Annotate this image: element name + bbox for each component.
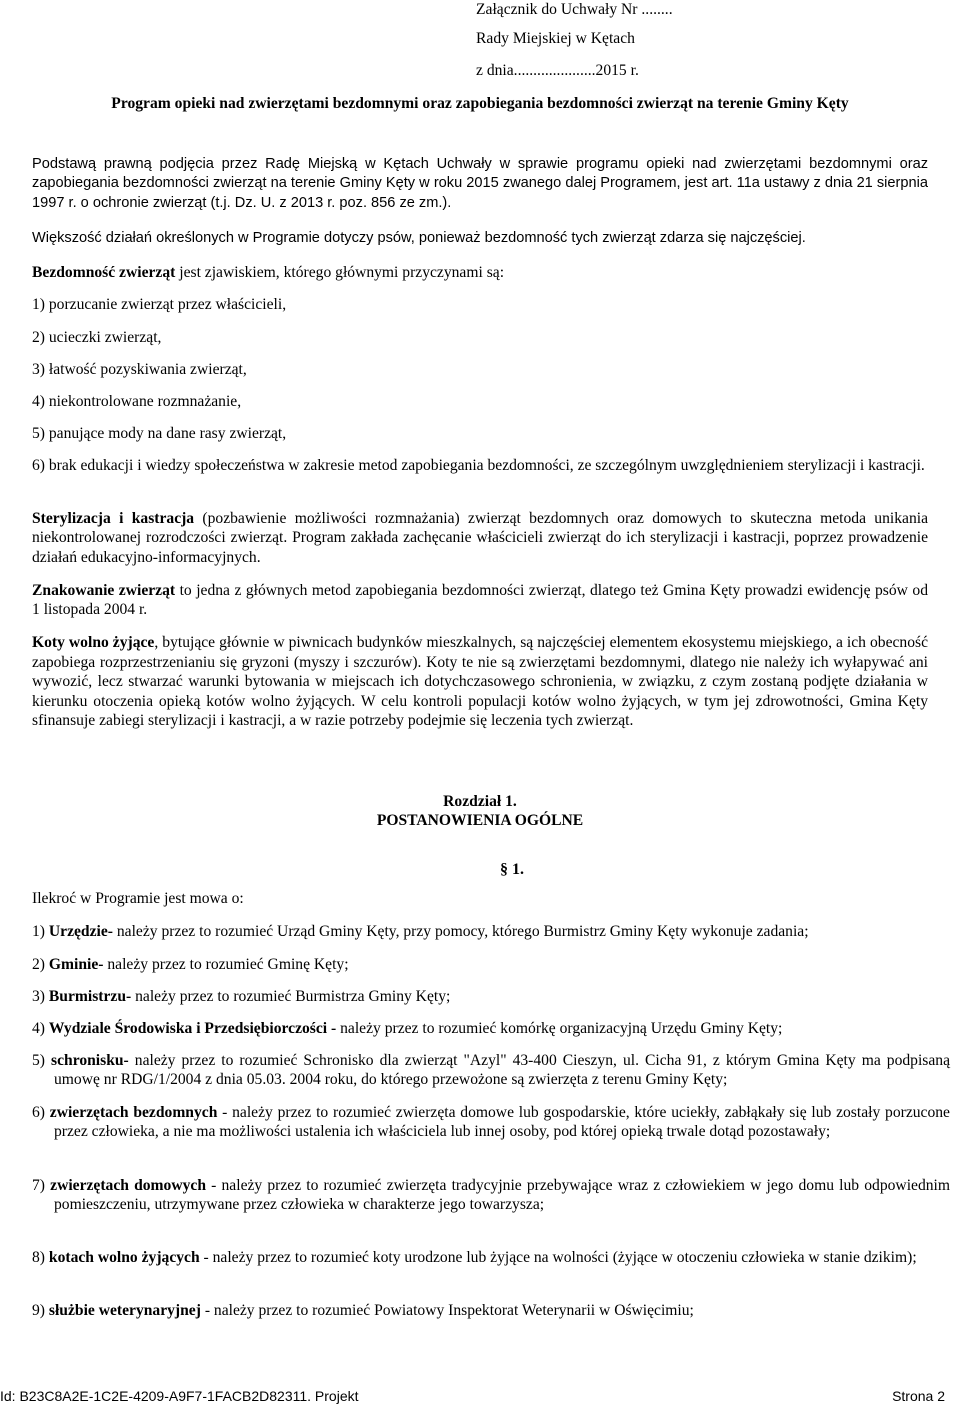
definition-term: zwierzętach bezdomnych	[49, 1104, 218, 1121]
definition-number: 5)	[32, 1052, 45, 1069]
definition-text: należy przez to rozumieć Urząd Gminy Kęty, przy pomocy, którego Burmistrz Gminy Kęty wykonuje zadania;	[112, 923, 809, 940]
document-title: Program opieki nad zwierzętami bezdomnymi oraz zapobiegania bezdomności zwierząt na terenie Gminy Kęty	[111, 95, 849, 112]
definition-item	[32, 1051, 950, 1090]
definition-term: służbie weterynaryjnej	[48, 1302, 201, 1319]
definition-number: 7)	[32, 1177, 45, 1194]
definition-item	[32, 1103, 950, 1142]
header-council-line: Rady Miejskiej w Kętach	[476, 30, 635, 47]
cause-item: 5) panujące mody na dane rasy zwierząt,	[32, 425, 287, 442]
definition-number: 3)	[32, 988, 45, 1005]
definition-item	[32, 1248, 950, 1267]
definition-term: Gminie-	[48, 956, 104, 973]
sterilization-bold: Sterylizacja i kastracja	[32, 510, 195, 527]
definition-number: 2)	[32, 956, 45, 973]
definition-item	[32, 1301, 950, 1320]
cats-bold: Koty wolno żyjące	[32, 634, 155, 651]
header-annex-line: Załącznik do Uchwały Nr ........	[476, 1, 673, 18]
definition-text: - należy przez to rozumieć koty urodzone lub żyjące na wolności (żyjące w otoczeniu człowieka w stanie dzikim);	[199, 1249, 917, 1266]
causes-lead-bold: Bezdomność zwierząt	[32, 264, 176, 281]
cause-item: 2) ucieczki zwierząt,	[32, 329, 162, 346]
majority-paragraph: Większość działań określonych w Programie dotyczy psów, ponieważ bezdomność tych zwierząt zdarza się najczęściej.	[32, 230, 806, 246]
section-mark: § 1.	[500, 861, 524, 878]
definition-term: Urzędzie-	[48, 923, 113, 940]
definition-text: należy przez to rozumieć komórkę organizacyjną Urzędu Gminy Kęty;	[336, 1020, 783, 1037]
chapter-number: Rozdział 1.	[443, 793, 517, 810]
marking-paragraph	[32, 581, 928, 620]
definition-text: należy przez to rozumieć Gminę Kęty;	[103, 956, 349, 973]
definition-item	[32, 1019, 950, 1038]
definition-term: zwierzętach domowych	[50, 1177, 207, 1194]
definition-item	[32, 955, 950, 974]
footer-page-number: Strona 2	[892, 1388, 945, 1404]
definition-text: - należy przez to rozumieć zwierzęta tradycyjnie przebywające wraz z człowiekiem w jego domu lub odpowiednim pomieszczeniu, utrzymywane przez człowieka w charakterze jego towarzysza;	[54, 1177, 951, 1214]
definition-number: 1)	[32, 923, 45, 940]
definition-number: 9)	[32, 1302, 45, 1319]
footer-id: Id: B23C8A2E-1C2E-4209-A9F7-1FACB2D82311. Projekt	[0, 1388, 359, 1404]
sterilization-paragraph	[32, 509, 928, 567]
cause-item: 6) brak edukacji i wiedzy społeczeństwa w zakresie metod zapobiegania bezdomności, ze szczególnym uwzględnieniem sterylizacji i kastracji.	[32, 457, 925, 474]
cause-item: 4) niekontrolowane rozmnażanie,	[32, 393, 242, 410]
definition-number: 6)	[32, 1104, 45, 1121]
definition-item	[32, 1176, 950, 1215]
definition-text: należy przez to rozumieć Burmistrza Gminy Kęty;	[131, 988, 451, 1005]
intro-paragraph: Podstawą prawną podjęcia przez Radę Miejską w Kętach Uchwały w sprawie programu opieki nad zwierzętami bezdomnymi oraz zapobiegania bezdomności zwierząt na terenie Gminy Kęty w roku 2015 zwanego dalej Programem, jest art. 11a ustawy z dnia 21 sierpnia 1997 r. o ochronie zwierząt (t.j. Dz. U. z 2013 r. poz. 856 ze zm.).	[32, 156, 928, 211]
definition-number: 4)	[32, 1020, 45, 1037]
header-date-line: z dnia.....................2015 r.	[476, 62, 639, 79]
sterilization-rest: (pozbawienie możliwości rozmnażania) zwierząt bezdomnych oraz domowych to skuteczna metoda unikania niekontrolowanej rozrodczości zwierząt. Program zakłada zachęcanie właścicieli zwierząt do ich sterylizacji i kastracji, poprzez prowadzenie działań edukacyjno-informacyjnych.	[32, 510, 928, 566]
causes-lead	[32, 263, 928, 282]
definition-item	[32, 922, 950, 941]
definition-text: - należy przez to rozumieć zwierzęta domowe lub gospodarskie, które uciekły, zabłąkały się lub zostały porzucone przez człowieka, a nie ma możliwości ustalenia ich właściciela lub innej osoby, pod której opieką trwale dotąd pozostawały;	[54, 1104, 950, 1141]
definition-term: Burmistrzu-	[48, 988, 132, 1005]
cause-item: 3) łatwość pozyskiwania zwierząt,	[32, 361, 247, 378]
definition-term: Wydziale Środowiska i Przedsiębiorczości -	[48, 1020, 337, 1037]
definition-item	[32, 987, 950, 1006]
causes-lead-rest: jest zjawiskiem, którego głównymi przyczynami są:	[175, 264, 505, 281]
marking-bold: Znakowanie zwierząt	[32, 582, 176, 599]
definition-term: kotach wolno żyjących	[48, 1249, 200, 1266]
marking-rest: to jedna z głównych metod zapobiegania bezdomności zwierząt, dlatego też Gmina Kęty prowadzi ewidencję psów od 1 listopada 2004 r.	[32, 582, 928, 619]
cause-item: 1) porzucanie zwierząt przez właścicieli,	[32, 296, 287, 313]
definition-text: - należy przez to rozumieć Powiatowy Inspektorat Weterynarii w Oświęcimiu;	[200, 1302, 694, 1319]
definition-text: należy przez to rozumieć Schronisko dla zwierząt "Azyl" 43-400 Cieszyn, ul. Cicha 91, z którym Gmina Kęty ma podpisaną umowę nr RDG/1/2004 z dnia 05.03. 2004 roku, do którego przewożone są zwierzęta z terenu Gminy Kęty;	[54, 1052, 950, 1089]
cats-rest: , bytujące głównie w piwnicach budynków mieszkalnych, są najczęściej elementem ekosystemu miejskiego, a ich obecność zapobiega rozprzestrzenianiu się gryzoni (myszy i szczurów). Koty te nie są zwierzętami bezdomnymi, dlatego nie należy ich wyłapywać ani wywozić, lecz stwarzać warunki bytowania w miejscach ich dotychczasowego schronienia, w związku, z czym zostaną podjęte działania w kierunku otoczenia opieką kotów wolno żyjących. W celu kontroli populacji kotów wolno żyjących, w tym jej zdrowotności, Gmina Kęty sfinansuje zabiegi sterylizacji i kastracji, a w razie potrzeby podejmie się leczenia tych zwierząt.	[32, 634, 928, 730]
cats-paragraph	[32, 633, 928, 731]
definition-number: 8)	[32, 1249, 45, 1266]
definition-term: schronisku-	[51, 1052, 129, 1069]
definitions-lead: Ilekroć w Programie jest mowa o:	[32, 890, 244, 907]
chapter-name: POSTANOWIENIA OGÓLNE	[376, 812, 584, 829]
